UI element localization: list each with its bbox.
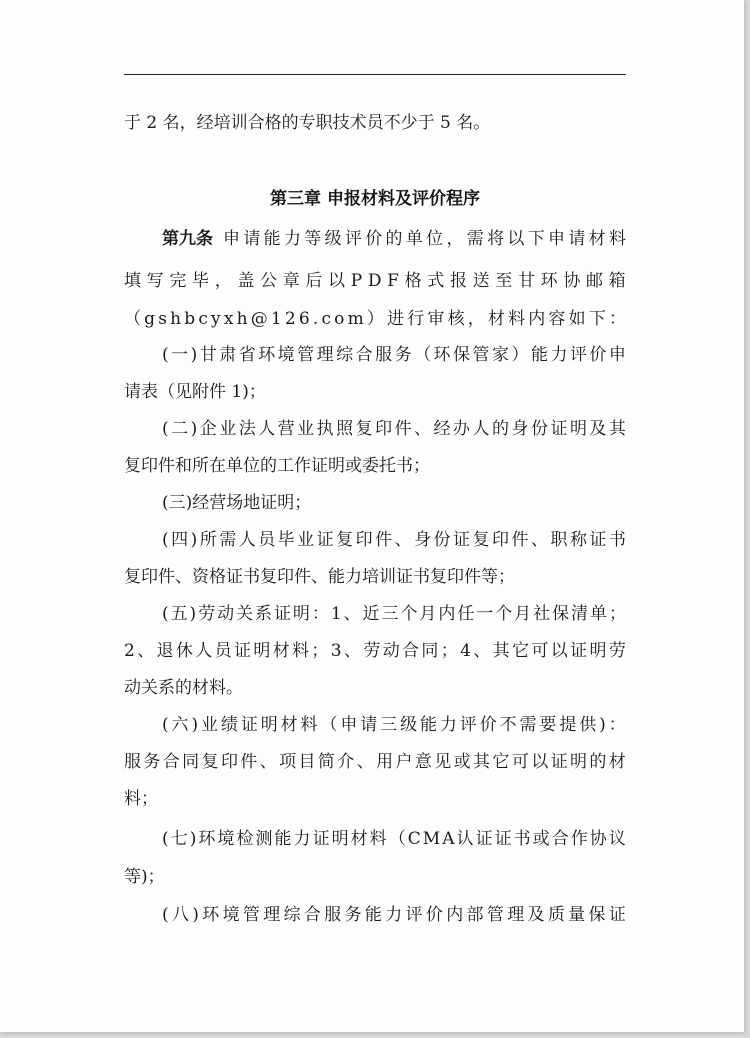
item-6-line-3: 料；	[124, 789, 158, 809]
item-8-line-1: ( 八 ) 环 境 管 理 综 合 服 务 能 力 评 价 内 部 管 理 及 质 量 保 证	[162, 905, 626, 925]
item-5-line-1: ( 五 ) 劳 动 关 系 证 明 ： 1 、 近 三 个 月 内 任 一 个 月 社 保 清 单 ；	[162, 604, 626, 624]
article-nine-line-3: （ g s h b c y x h @ 1 2 6 . c o m ） 进 行 审 核 ， 材 料 内 容 如 下 ：	[124, 309, 626, 329]
item-4-line-1: ( 四 ) 所 需 人 员 毕 业 证 复 印 件 、 身 份 证 复 印 件 、 职 称 证 书	[162, 530, 626, 550]
header-rule	[124, 74, 626, 75]
item-1-line-2: 请表（见附件 1)；	[124, 382, 266, 402]
chapter-title: 第三章 申报材料及评价程序	[270, 189, 480, 209]
article-nine-line-1	[162, 228, 626, 250]
item-2-line-1: ( 二 ) 企 业 法 人 营 业 执 照 复 印 件 、 经 办 人 的 身 份 证 明 及 其	[162, 419, 626, 439]
item-3-line-1: (三)经营场地证明；	[162, 493, 312, 513]
article-label: 第九条	[162, 229, 213, 249]
item-5-line-3: 动关系的材料。	[124, 678, 243, 698]
item-4-line-2: 复印件、资格证书复印件、能力培训证书复印件等；	[124, 567, 515, 587]
item-7-line-1: ( 七 ) 环 境 检 测 能 力 证 明 材 料 （ C M A 认 证 证 书 或 合 作 协 议	[162, 829, 626, 849]
item-7-line-2: 等)；	[124, 867, 165, 887]
item-2-line-2: 复印件和所在单位的工作证明或委托书；	[124, 456, 430, 476]
item-6-line-1: ( 六 ) 业 绩 证 明 材 料 （ 申 请 三 级 能 力 评 价 不 需 要 提 供 ) ：	[162, 715, 626, 735]
item-1-line-1: ( 一 ) 甘 肃 省 环 境 管 理 综 合 服 务 （ 环 保 管 家 ） 能 力 评 价 申	[162, 345, 626, 365]
continuation-text: 于 2 名，经培训合格的专职技术员不少于 5 名。	[124, 113, 491, 133]
article-nine-line-2: 填 写 完 毕 ， 盖 公 章 后 以 P D F 格 式 报 送 至 甘 环 协 邮 箱	[124, 271, 626, 291]
item-6-line-2: 服 务 合 同 复 印 件 、 项 目 简 介 、 用 户 意 见 或 其 它 可 以 证 明 的 材	[124, 752, 626, 772]
item-5-line-2: 2 、 退 休 人 员 证 明 材 料 ； 3 、 劳 动 合 同 ； 4 、 其 它 可 以 证 明 劳	[124, 641, 626, 661]
article-text-1: 申 请 能 力 等 级 评 价 的 单 位 ， 需 将 以 下 申 请 材 料	[223, 229, 626, 249]
